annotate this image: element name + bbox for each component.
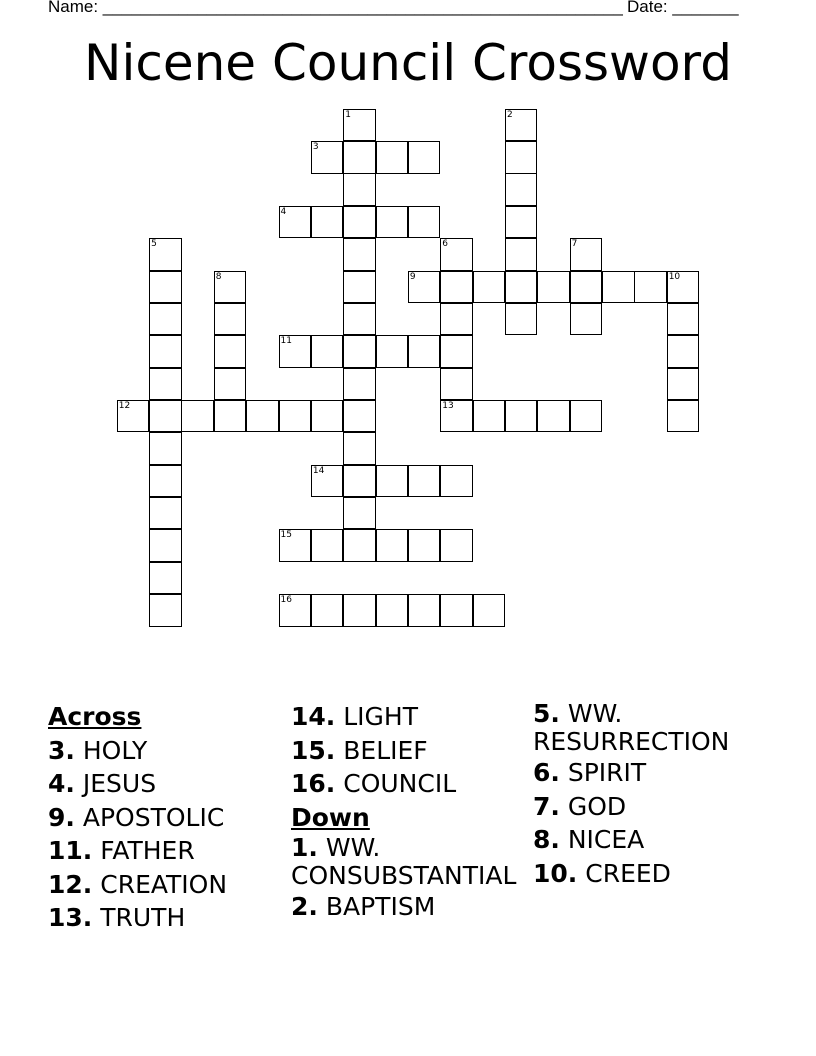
grid-cell[interactable] xyxy=(505,206,538,239)
grid-cell[interactable] xyxy=(505,141,538,174)
grid-cell[interactable] xyxy=(408,206,441,239)
grid-cell[interactable] xyxy=(440,271,473,304)
cell-number: 13 xyxy=(442,400,454,411)
cell-number: 3 xyxy=(312,142,319,153)
grid-cell[interactable] xyxy=(343,400,376,433)
grid-cell[interactable] xyxy=(440,238,473,271)
grid-cell[interactable] xyxy=(149,529,182,562)
grid-cell[interactable] xyxy=(570,238,603,271)
clue-across-3: 3. HOLY xyxy=(48,735,148,765)
grid-cell[interactable] xyxy=(117,400,150,433)
clue-down-10: 10. CREED xyxy=(533,858,671,888)
grid-cell[interactable] xyxy=(440,594,473,627)
grid-cell[interactable] xyxy=(279,206,312,239)
grid-cell[interactable] xyxy=(343,109,376,142)
clue-across-15: 15. BELIEF xyxy=(291,735,428,765)
grid-cell[interactable] xyxy=(634,271,667,304)
grid-cell[interactable] xyxy=(440,465,473,498)
name-label: Name: xyxy=(48,0,103,16)
grid-cell[interactable] xyxy=(440,400,473,433)
grid-cell[interactable] xyxy=(376,529,409,562)
grid-cell[interactable] xyxy=(279,400,312,433)
down-heading: Down xyxy=(291,802,370,832)
grid-cell[interactable] xyxy=(408,465,441,498)
grid-cell[interactable] xyxy=(279,529,312,562)
grid-cell[interactable] xyxy=(440,335,473,368)
grid-cell[interactable] xyxy=(570,400,603,433)
grid-cell[interactable] xyxy=(149,368,182,401)
clue-across-11: 11. FATHER xyxy=(48,836,195,865)
cell-number: 14 xyxy=(312,465,325,476)
cell-number: 9 xyxy=(409,271,416,282)
grid-cell[interactable] xyxy=(343,271,376,304)
clue-column-2 xyxy=(291,700,526,924)
grid-cell[interactable] xyxy=(343,432,376,465)
grid-cell[interactable] xyxy=(602,271,635,304)
grid-cell[interactable] xyxy=(440,368,473,401)
grid-cell[interactable] xyxy=(473,400,506,433)
grid-cell[interactable] xyxy=(408,141,441,174)
grid-cell[interactable] xyxy=(343,206,376,239)
grid-cell[interactable] xyxy=(667,335,700,368)
cell-number: 2 xyxy=(506,109,513,120)
grid-cell[interactable] xyxy=(214,335,247,368)
grid-cell[interactable] xyxy=(376,335,409,368)
cell-number: 16 xyxy=(280,595,292,605)
cell-number: 8 xyxy=(215,271,222,282)
clue-across-14: 14. LIGHT xyxy=(291,702,418,731)
cell-number: 15 xyxy=(280,530,292,541)
grid-cell[interactable] xyxy=(343,335,376,368)
grid-cell[interactable] xyxy=(667,303,700,336)
clue-across-12: 12. CREATION xyxy=(48,869,228,899)
clue-down-2: 2. BAPTISM xyxy=(291,892,436,921)
grid-cell[interactable] xyxy=(440,303,473,336)
grid-cell[interactable] xyxy=(181,400,214,433)
grid-cell[interactable] xyxy=(667,368,700,401)
grid-cell[interactable] xyxy=(214,271,247,304)
date-line[interactable]: _______ xyxy=(672,0,739,16)
grid-cell[interactable] xyxy=(537,400,570,433)
grid-cell[interactable] xyxy=(408,271,441,304)
clue-down-8: 8. NICEA xyxy=(533,825,645,854)
cell-number: 4 xyxy=(280,206,287,217)
cell-number: 7 xyxy=(571,239,578,250)
grid-cell[interactable] xyxy=(343,497,376,530)
grid-cell[interactable] xyxy=(311,141,344,174)
clue-across-4: 4. JESUS xyxy=(48,769,157,798)
grid-cell[interactable] xyxy=(343,141,376,174)
grid-cell[interactable] xyxy=(214,368,247,401)
grid-cell[interactable] xyxy=(408,335,441,368)
cell-number: 6 xyxy=(442,239,448,250)
grid-cell[interactable] xyxy=(311,465,344,498)
clue-down-1: 1. WW. CONSUBSTANTIAL xyxy=(291,833,517,890)
page-title: Nicene Council Crossword xyxy=(84,34,732,92)
grid-cell[interactable] xyxy=(149,400,182,433)
grid-cell[interactable] xyxy=(505,400,538,433)
grid-cell[interactable] xyxy=(343,594,376,627)
grid-cell[interactable] xyxy=(149,238,182,271)
grid-cell[interactable] xyxy=(473,594,506,627)
grid-cell[interactable] xyxy=(505,109,538,142)
clue-down-6: 6. SPIRIT xyxy=(533,758,647,787)
cell-number: 11 xyxy=(280,336,292,347)
grid-cell[interactable] xyxy=(343,465,376,498)
clue-across-16: 16. COUNCIL xyxy=(291,769,457,798)
grid-cell[interactable] xyxy=(408,594,441,627)
grid-cell[interactable] xyxy=(505,271,538,304)
grid-cell[interactable] xyxy=(537,271,570,304)
grid-cell[interactable] xyxy=(343,529,376,562)
grid-cell[interactable] xyxy=(311,400,344,433)
grid-cell[interactable] xyxy=(149,432,182,465)
grid-cell[interactable] xyxy=(311,529,344,562)
grid-cell[interactable] xyxy=(149,303,182,336)
clue-down-7: 7. GOD xyxy=(533,791,627,821)
clue-across-13: 13. TRUTH xyxy=(48,903,186,932)
clue-column-3 xyxy=(533,700,748,890)
grid-cell[interactable] xyxy=(214,400,247,433)
grid-cell[interactable] xyxy=(376,206,409,239)
cell-number: 5 xyxy=(151,239,157,250)
cell-number: 10 xyxy=(668,271,681,282)
grid-cell[interactable] xyxy=(473,271,506,304)
across-heading: Across xyxy=(48,702,142,731)
grid-cell[interactable] xyxy=(149,335,182,368)
name-line[interactable]: _______________________________________________________ xyxy=(102,0,623,16)
grid-cell[interactable] xyxy=(376,141,409,174)
grid-cell[interactable] xyxy=(279,335,312,368)
grid-cell[interactable] xyxy=(311,594,344,627)
grid-cell[interactable] xyxy=(570,271,603,304)
grid-cell[interactable] xyxy=(376,594,409,627)
grid-cell[interactable] xyxy=(149,594,182,627)
grid-cell[interactable] xyxy=(505,238,538,271)
grid-cell[interactable] xyxy=(246,400,279,433)
clue-down-5: 5. WW. RESURRECTION xyxy=(533,699,730,756)
grid-cell[interactable] xyxy=(570,303,603,336)
clue-across-9: 9. APOSTOLIC xyxy=(48,802,225,832)
grid-cell[interactable] xyxy=(343,303,376,336)
grid-cell[interactable] xyxy=(343,368,376,401)
grid-cell[interactable] xyxy=(505,173,538,206)
grid-cell[interactable] xyxy=(311,335,344,368)
grid-cell[interactable] xyxy=(149,562,182,595)
grid-cell[interactable] xyxy=(505,303,538,336)
grid-cell[interactable] xyxy=(149,465,182,498)
grid-cell[interactable] xyxy=(149,497,182,530)
grid-cell[interactable] xyxy=(376,465,409,498)
grid-cell[interactable] xyxy=(667,400,700,433)
grid-cell[interactable] xyxy=(149,271,182,304)
grid-cell[interactable] xyxy=(408,529,441,562)
grid-cell[interactable] xyxy=(667,271,700,304)
cell-number: 1 xyxy=(345,109,351,120)
grid-cell[interactable] xyxy=(214,303,247,336)
grid-cell[interactable] xyxy=(343,173,376,206)
date-label: Date: xyxy=(627,0,673,16)
cell-number: 12 xyxy=(118,400,131,411)
grid-cell[interactable] xyxy=(440,529,473,562)
grid-cell[interactable] xyxy=(343,238,376,271)
grid-cell[interactable] xyxy=(311,206,344,239)
clue-column-1 xyxy=(48,700,278,935)
grid-cell[interactable] xyxy=(279,594,312,627)
